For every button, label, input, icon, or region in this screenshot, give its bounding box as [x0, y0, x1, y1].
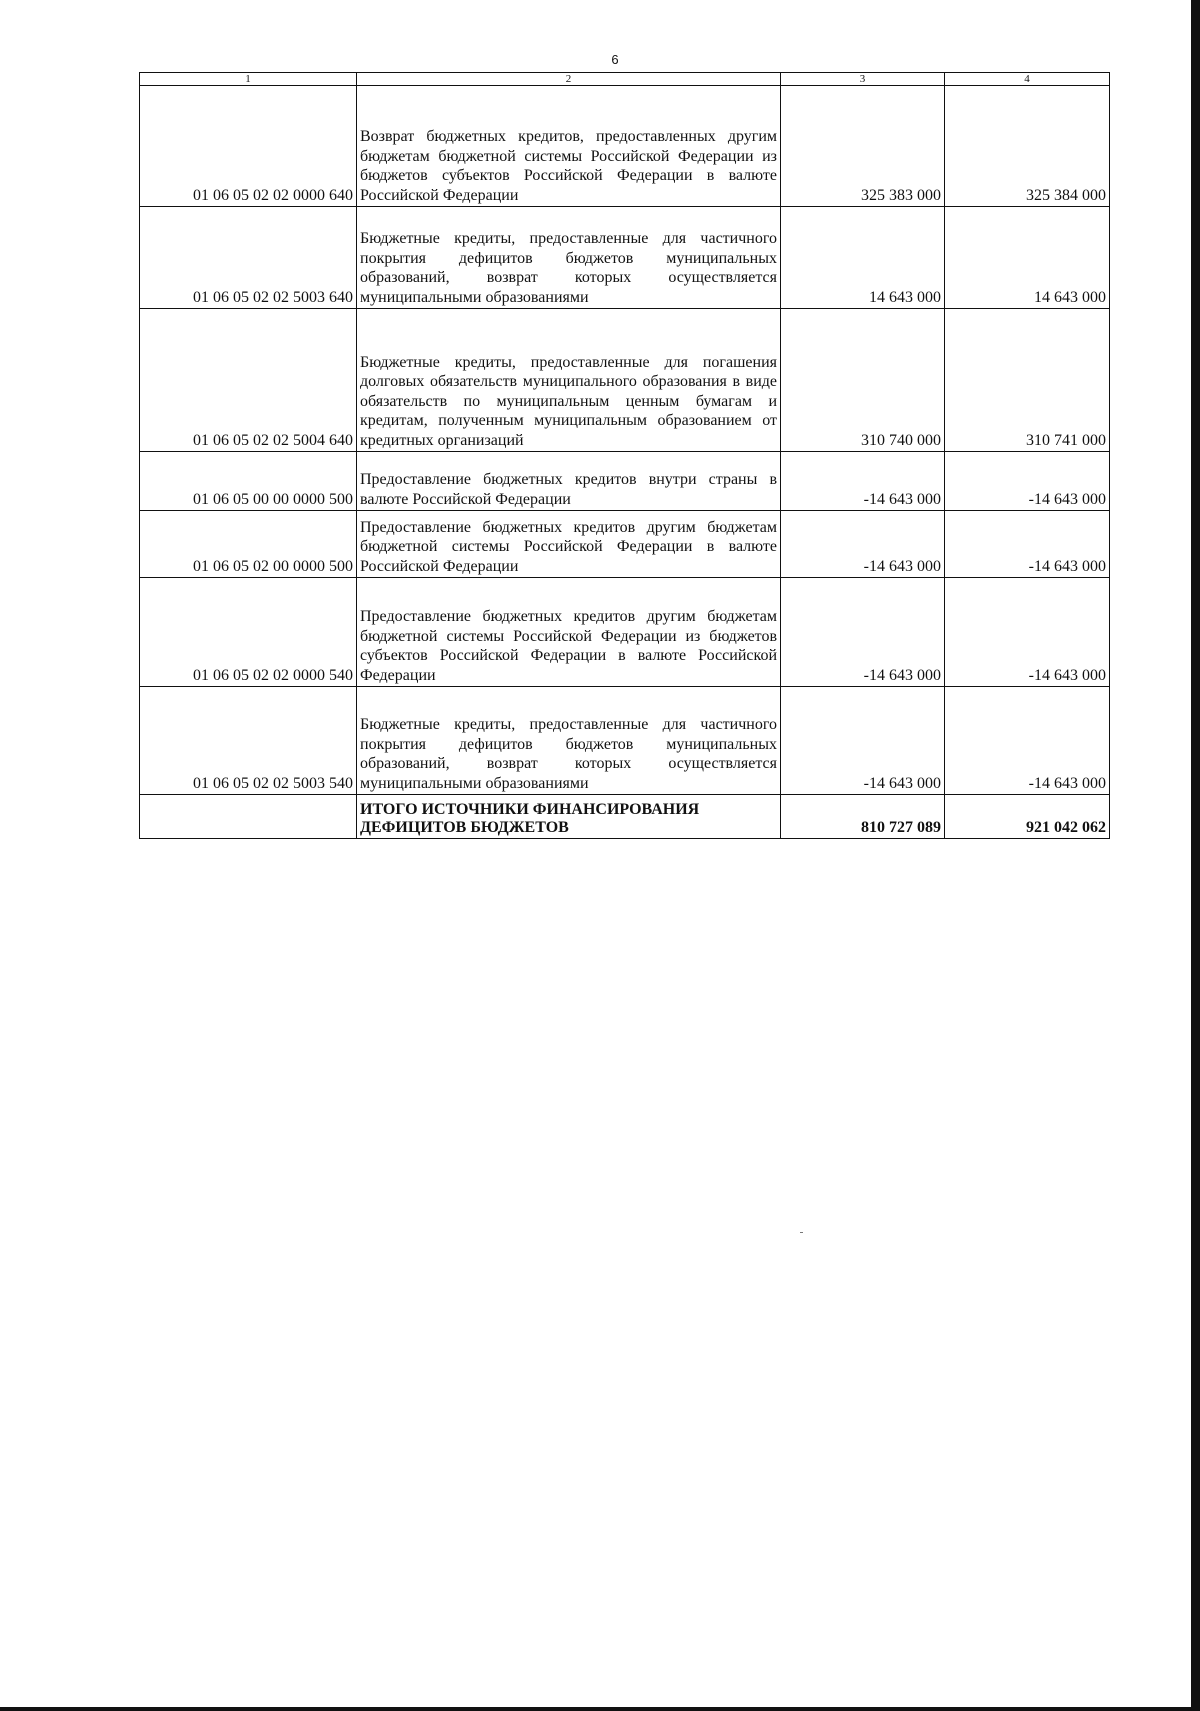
total-value-3: 810 727 089	[781, 795, 945, 839]
row-value-4: 310 741 000	[945, 309, 1110, 452]
row-value-3: -14 643 000	[781, 578, 945, 687]
column-header-3: 3	[781, 73, 945, 86]
table-row	[140, 452, 1110, 511]
column-header-1: 1	[140, 73, 357, 86]
row-value-4: -14 643 000	[945, 511, 1110, 578]
row-value-4: -14 643 000	[945, 687, 1110, 795]
row-value-3: -14 643 000	[781, 687, 945, 795]
row-value-3: 14 643 000	[781, 207, 945, 309]
row-description: Предоставление бюджетных кредитов внутри страны в валюте Российской Федерации	[357, 452, 781, 511]
table-row	[140, 511, 1110, 578]
row-value-4: -14 643 000	[945, 578, 1110, 687]
scan-bottom-edge	[0, 1707, 1200, 1711]
total-description-line-1: ИТОГО ИСТОЧНИКИ ФИНАНСИРОВАНИЯ	[360, 801, 700, 818]
row-code: 01 06 05 02 02 5003 540	[140, 687, 357, 795]
row-value-4: 14 643 000	[945, 207, 1110, 309]
row-code: 01 06 05 02 02 0000 640	[140, 86, 357, 207]
row-code: 01 06 05 02 02 5004 640	[140, 309, 357, 452]
row-code: 01 06 05 02 00 0000 500	[140, 511, 357, 578]
total-description-line-2: ДЕФИЦИТОВ БЮДЖЕТОВ	[360, 819, 569, 836]
table-row	[140, 86, 1110, 207]
row-value-4: 325 384 000	[945, 86, 1110, 207]
table-row	[140, 687, 1110, 795]
row-description: Бюджетные кредиты, предоставленные для частичного покрытия дефицитов бюджетов муниципальных образований, возврат которых осуществляется муниципальными образованиями	[357, 207, 781, 309]
column-header-4: 4	[945, 73, 1110, 86]
table-header-row	[140, 73, 1110, 86]
row-description: Предоставление бюджетных кредитов другим бюджетам бюджетной системы Российской Федерации из бюджетов субъектов Российской Федерации в валюте Российской Федерации	[357, 578, 781, 687]
table-row	[140, 207, 1110, 309]
column-header-2: 2	[357, 73, 781, 86]
total-value-4: 921 042 062	[945, 795, 1110, 839]
row-code: 01 06 05 02 02 0000 540	[140, 578, 357, 687]
total-description	[357, 795, 781, 839]
table-total-row	[140, 795, 1110, 839]
row-value-3: -14 643 000	[781, 511, 945, 578]
row-description: Предоставление бюджетных кредитов другим бюджетам бюджетной системы Российской Федерации в валюте Российской Федерации	[357, 511, 781, 578]
row-code: 01 06 05 00 00 0000 500	[140, 452, 357, 511]
scan-right-edge	[1191, 0, 1200, 1711]
table-row	[140, 309, 1110, 452]
scan-speck	[800, 1232, 803, 1233]
row-value-4: -14 643 000	[945, 452, 1110, 511]
row-description: Возврат бюджетных кредитов, предоставленных другим бюджетам бюджетной системы Российской Федерации из бюджетов субъектов Российской Федерации в валюте Российской Федерации	[357, 86, 781, 207]
row-description: Бюджетные кредиты, предоставленные для частичного покрытия дефицитов бюджетов муниципальных образований, возврат которых осуществляется муниципальными образованиями	[357, 687, 781, 795]
row-description: Бюджетные кредиты, предоставленные для погашения долговых обязательств муниципального образования в виде обязательств по муниципальным ценным бумагам и кредитам, полученным муниципальным образованием от кредитных организаций	[357, 309, 781, 452]
row-value-3: -14 643 000	[781, 452, 945, 511]
row-code: 01 06 05 02 02 5003 640	[140, 207, 357, 309]
row-value-3: 310 740 000	[781, 309, 945, 452]
page-number: 6	[611, 52, 619, 67]
row-value-3: 325 383 000	[781, 86, 945, 207]
table-row	[140, 578, 1110, 687]
total-code	[140, 795, 357, 839]
budget-sources-table	[139, 72, 1110, 839]
